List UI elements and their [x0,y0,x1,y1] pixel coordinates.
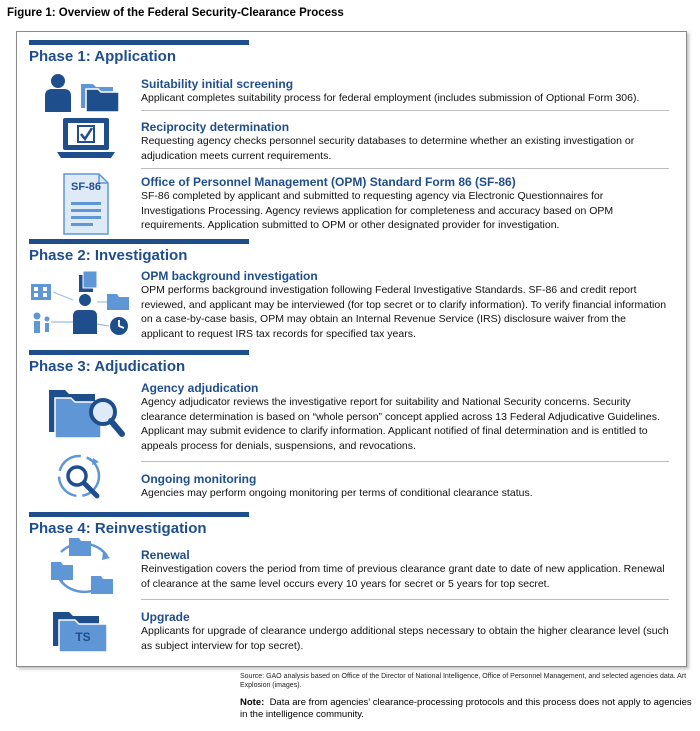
divider [141,461,669,462]
sf86-document-icon [61,172,111,236]
renewal-cycle-icon [47,538,121,598]
source-note: Source: GAO analysis based on Office of the Director of National Intelligence, Office of Personnel Management, and selected agencies data. Art Explosion (images). [240,673,687,689]
phase-bar [29,239,249,244]
ts-label: TS [75,630,91,644]
item-text: Agencies may perform ongoing monitoring per terms of conditional clearance status. [141,487,533,499]
phase-bar [29,350,249,355]
sf86-label: SF-86 [71,181,101,193]
item-reciprocity-determination [141,120,669,163]
phase-3-title: Phase 3: Adjudication [29,358,186,375]
person-folder-icon [41,72,125,112]
ts-folder-icon [51,608,111,654]
investigation-network-icon [25,270,135,336]
divider [141,110,669,111]
item-ongoing-monitoring [141,472,669,501]
item-text: Agency adjudicator reviews the investigative report for suitability and National Security concerns. Security clearance determination is based on “whole person” concept applied across 13 Federal Adjudicative Guidelines. Applicant may submit evidence to clarify information. Applicant notified of final determination and is entitled to appeals process for denials, suspensions, and revocations. [141,396,660,452]
item-text: Applicant completes suitability process for federal employment (includes submission of Optional Form 306). [141,92,640,104]
phase-1-header [29,40,249,65]
item-title: Renewal [141,548,190,562]
divider [141,599,669,600]
phase-4-title: Phase 4: Reinvestigation [29,520,207,537]
phase-3-header [29,350,249,375]
folder-magnifier-icon [45,382,125,444]
item-suitability-screening [141,77,669,106]
phase-bar [29,40,249,45]
item-title: Agency adjudication [141,381,259,395]
item-opm-background-investigation [141,269,669,341]
item-text: SF-86 completed by applicant and submitted to requesting agency via Electronic Questionnaires for Investigations Processing. Agency reviews application for completeness and accuracy based on OPM requirements. Application submitted to OPM or other designated provider for investigation. [141,190,614,232]
phase-2-header [29,239,249,264]
item-title: Reciprocity determination [141,120,290,134]
figure-title: Figure 1: Overview of the Federal Security-Clearance Process [7,7,344,19]
item-upgrade [141,610,669,653]
note-label: Note: [240,697,265,708]
item-text: OPM performs background investigation following Federal Investigative Standards. SF-86 and credit report reviewed, and applicant may be interviewed (for top secret or to clarify information). To verify financial information on a case-by-case basis, OPM may obtain an Internal Revenue Service (IRS) disclosure waiver from the applicant to request IRS tax records for specified tax years. [141,284,667,340]
item-title: Ongoing monitoring [141,472,257,486]
item-text: Reinvestigation covers the period from time of previous clearance grant date to date of new application. Renewal of clearance at the same level occurs every 10 years for secret or 5 years for top secret. [141,563,665,590]
phase-1-title: Phase 1: Application [29,48,176,65]
note-text: Data are from agencies’ clearance-processing protocols and this process does not apply to agencies in the intelligence community. [240,697,692,720]
phase-bar [29,512,249,517]
laptop-checkbox-icon [57,116,115,160]
divider [141,168,669,169]
note [240,697,695,721]
phase-2-title: Phase 2: Investigation [29,247,188,264]
item-title: Suitability initial screening [141,77,294,91]
item-renewal [141,548,669,591]
item-text: Requesting agency checks personnel security databases to determine whether an existing investigation or adjudication meets current requirements. [141,135,635,162]
item-title: Upgrade [141,610,190,624]
item-title: OPM background investigation [141,269,318,283]
item-sf86-form [141,175,669,233]
cycle-magnifier-icon [53,452,115,506]
item-agency-adjudication [141,381,669,453]
phase-4-header [29,512,249,537]
item-text: Applicants for upgrade of clearance undergo additional steps necessary to obtain the higher clearance level (such as subject interview for top secret). [141,625,669,652]
process-panel [16,31,687,667]
item-title: Office of Personnel Management (OPM) Standard Form 86 (SF-86) [141,175,516,189]
